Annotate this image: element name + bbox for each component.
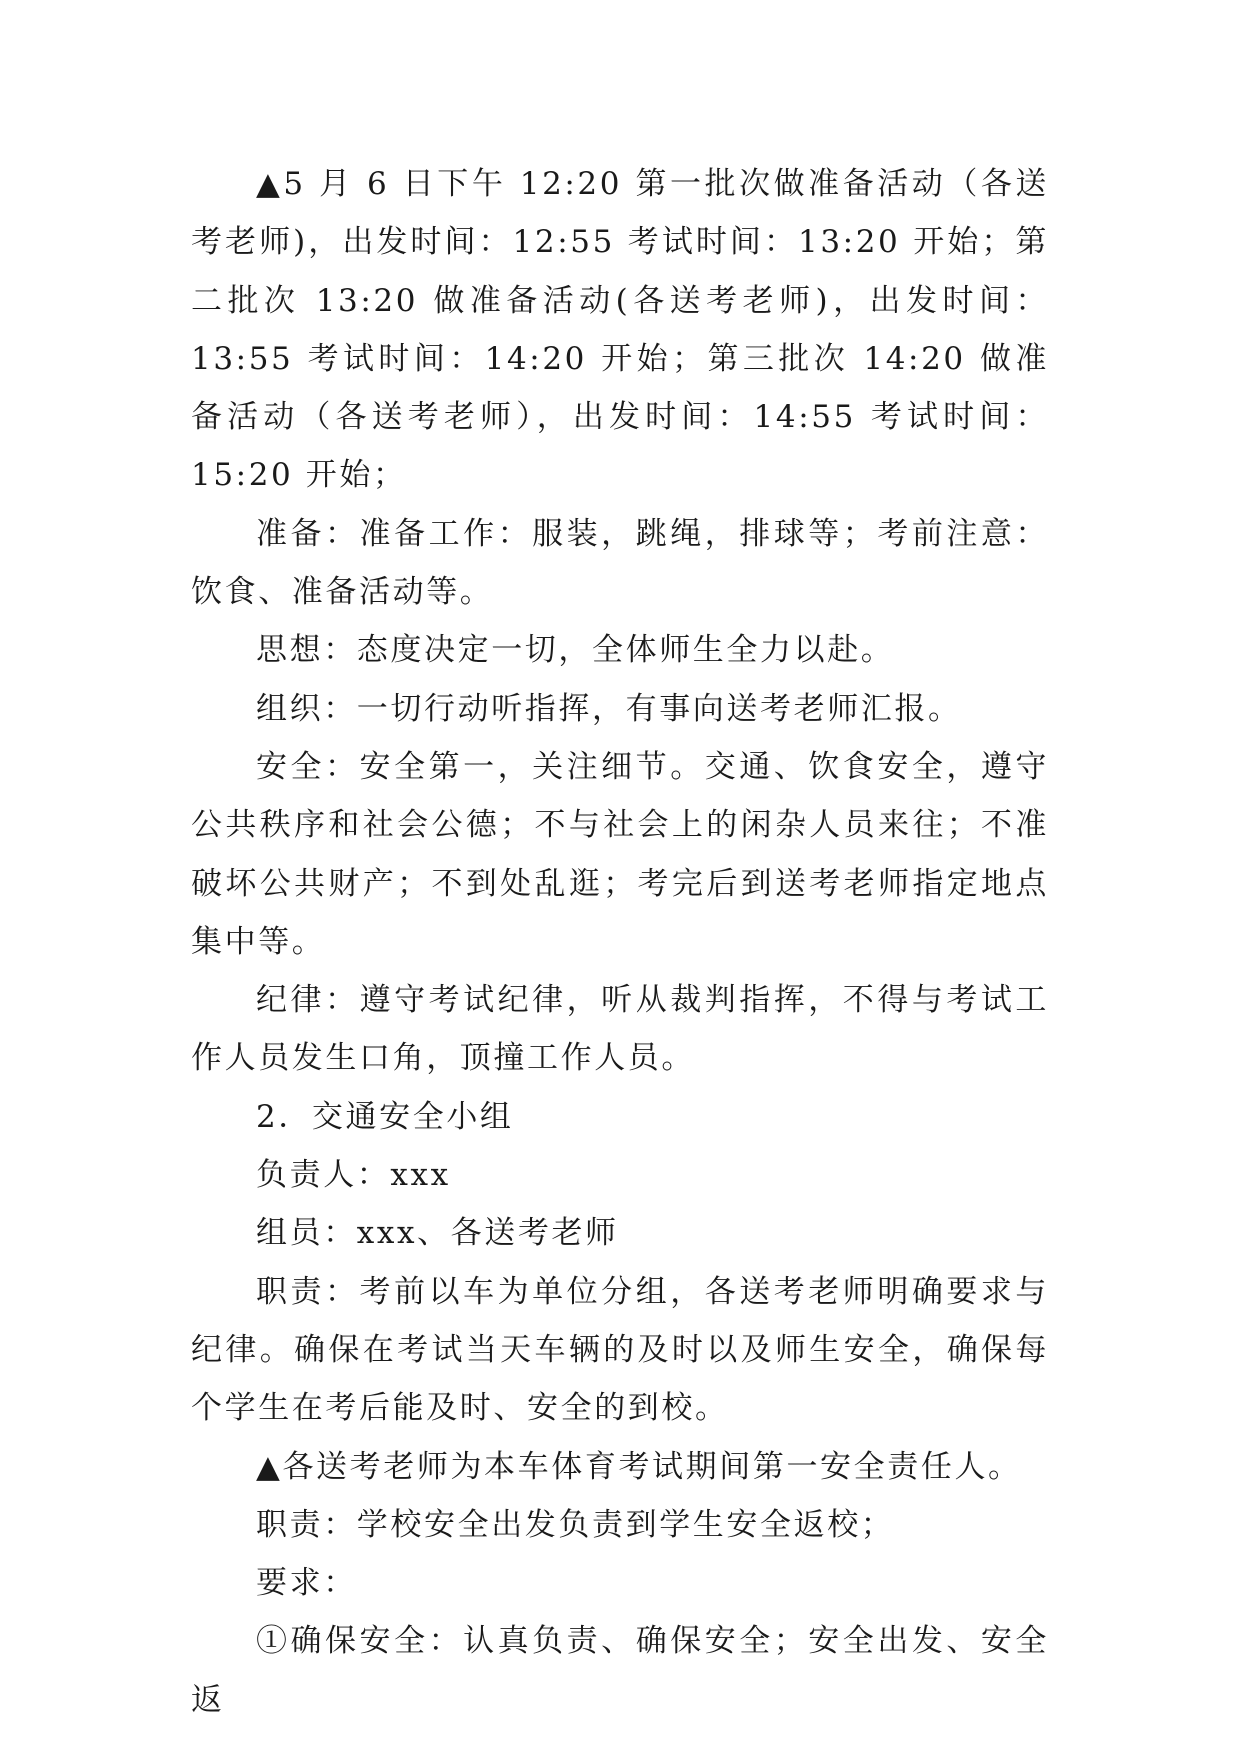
paragraph-person-in-charge: 负责人：xxx [256,1157,451,1194]
paragraph-duties: 职责：考前以车为单位分组，各送考老师明确要求与纪律。确保在考试当天车辆的及时以及师生安全，确保每个学生在考后能及时、安全的到校。 [191,1273,1049,1427]
section-heading-traffic-safety: 2．交通安全小组 [256,1098,514,1135]
paragraph-safety: 安全：安全第一，关注细节。交通、饮食安全，遵守公共秩序和社会公德；不与社会上的闲杂人员来往；不准破坏公共财产；不到处乱逛；考完后到送考老师指定地点集中等。 [191,748,1049,960]
paragraph-organization: 组织：一切行动听指挥，有事向送考老师汇报。 [256,690,962,727]
paragraph-duties-scope: 职责：学校安全出发负责到学生安全返校； [256,1506,895,1543]
document-page [191,155,1049,1729]
paragraph-discipline: 纪律：遵守考试纪律，听从裁判指挥，不得与考试工作人员发生口角，顶撞工作人员。 [191,982,1049,1077]
paragraph-mindset: 思想：态度决定一切，全体师生全力以赴。 [256,632,895,669]
paragraph-responsible-person: ▲各送考老师为本车体育考试期间第一安全责任人。 [256,1448,1022,1485]
paragraph-requirement-1: ①确保安全：认真负责、确保安全；安全出发、安全返 [191,1623,1049,1718]
paragraph-members: 组员：xxx、各送考老师 [256,1215,619,1252]
paragraph-preparation: 准备：准备工作：服装，跳绳，排球等；考前注意：饮食、准备活动等。 [191,515,1049,611]
paragraph-exam-schedule: ▲5 月 6 日下午 12:20 第一批次做准备活动（各送考老师)，出发时间：12:55 考试时间：13:20 开始；第二批次 13:20 做准备活动(各送考老师)，出发时间：13:55 考试时间：14:20 开始；第三批次 14:20 做准备活动（各送考老师），出发时间：14:55 考试时间：15:20 开始； [191,166,1049,494]
paragraph-requirements-heading: 要求： [256,1565,357,1602]
